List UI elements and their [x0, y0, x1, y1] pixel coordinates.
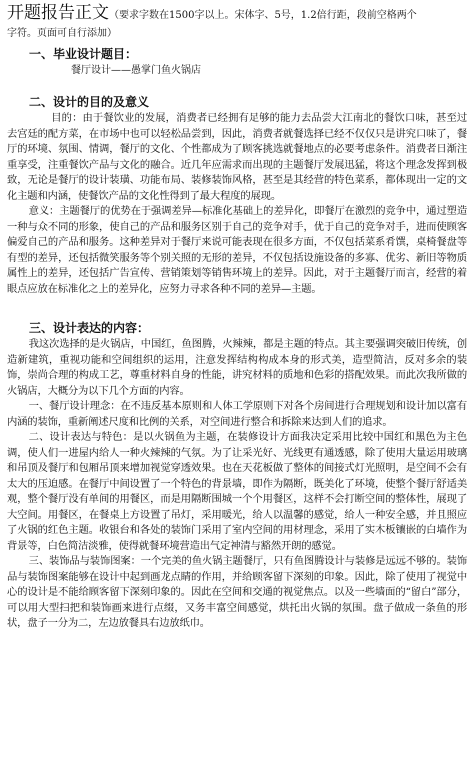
section-heading-topic: 一、毕业设计题目：	[29, 47, 138, 61]
report-title: 开题报告正文	[7, 3, 109, 23]
paragraph-design-features: 二、设计表达与特色：是以火锅鱼为主题，在装修设计方面我决定采用比较中国红和黑色为主色调，使人们一进屋内给人一种火辣辣的气氛。为了让采光好、光线更有通透感，除了使用大量运用玻璃和吊顶及餐厅和包厢吊顶来增加视觉穿透效果。也在天花板做了整体的间接式灯光照明，是空间不会有太大的压迫感。在餐厅中间设置了一个特色的背景墙，即作为隔断，既美化了环境，使整个餐厅舒适美观，整个餐厅没有单间的用餐区，而是用隔断围城一个个用餐区，这样不会打断空间的整体性，展现了大空间。用餐区，在餐桌上方设置了吊灯，采用暖光，给人以温馨的感觉，给人一种安全感，并且照应了火锅的红色主题。收银台和各处的装饰门采用了室内空间的用材理念，采用了实木板镶嵌的白墙作为背景等，白色简洁淡雅，使得就餐环境营造出气定神清与豁然开朗的感觉。	[7, 431, 467, 552]
paragraph-purpose: 目的：由于餐饮业的发展，消费者已经拥有足够的能力去品尝大江南北的餐饮口味，甚至过去宫廷的配方菜，在市场中也可以轻松品尝到，因此，消费者就餐选择已经不仅仅只是讲究口味了，餐厅的环境、氛围、情调，餐厅的文化、个性都成为了顾客挑选就餐地点的必要考虑条件。消费者日渐注重享受，注重餐饮产品与文化的融合。近几年应需求而出现的主题餐厅发展迅猛，将这个理念发挥到极致，无论是餐厅的设计装璜、功能布局、装修装饰风格，甚至是其经营的特色菜系，都体现出一定的文化主题和内涵，使餐饮产品的文化性得到了最大程度的展现。	[7, 112, 467, 202]
thesis-topic: 餐厅设计——愚掌门鱼火锅店	[71, 65, 201, 76]
paragraph-significance: 意义：主题餐厅的优势在于强调差异—标准化基础上的差异化，即餐厅在激烈的竞争中，通过塑造一种与众不同的形象，使自己的产品和服务区别于自己的竞争对手，优于自己的竞争对手，进而使顾客偏爱自己的产品和服务。这种差异对于餐厅来说可能表现在很多方面，不仅包括菜系肴馔，桌椅餐盘等有型的差异，还包括微笑服务等个别关照的无形的差异，不仅包括设施设备的多寡、优劣、新旧等物质属性上的差异，还包括广告宣传、营销策划等销售环境上的差异。因此，对于主题餐厅而言，经营的着眼点应放在标准化之上的差异化，应努力寻求各种不同的差异—主题。	[7, 205, 467, 295]
format-requirement: （要求字数在1500字以上。宋体字、5号，1.2倍行距，段前空格两个	[109, 10, 417, 21]
report-header	[7, 4, 467, 25]
section-heading-content: 三、设计表达的内容：	[29, 321, 150, 335]
section-heading-purpose: 二、设计的目的及意义	[29, 95, 150, 109]
paragraph-decoration: 三、装饰品与装饰图案：一个完美的鱼火锅主题餐厅，只有鱼图腾设计与装修是远远不够的。装饰品与装饰图案能够在设计中起到画龙点睛的作用，并给顾客留下深刻的印象。因此，除了使用了视觉中心的设计是不能给顾客留下深刻印象的。因此在空间和交通的视觉焦点。以及一些墙面的“留白”部分，可以用大型扫把和装饰画来进行点缀，又务丰富空间感觉，烘托出火锅的氛围。盘子做成一条鱼的形状，盘子一分为二，左边放餐具右边放纸巾。	[7, 555, 467, 629]
paragraph-content-intro: 我这次选择的是火锅店，中国红，鱼图腾，火辣辣，都是主题的特点。其主要强调突破旧传统，创造新建筑，重视功能和空间组织的运用，注意发挥结构构成本身的形式美，造型简洁，反对多余的装饰，崇尚合理的构成工艺，尊重材料自身的性能，讲究材料的质地和色彩的搭配效果。而此次我所做的火锅店，大概分为以下几个方面的内容。	[7, 338, 467, 397]
paragraph-design-concept: 一、餐厅设计理念：在不违反基本原则和人体工学原则下对各个房间进行合理规划和设计加以富有内涵的装饰，重新阐述尺度和比例的关系，对空间进行整合和拆除来达到人们的追求。	[7, 400, 467, 428]
format-requirement-continued: 字符。页面可自行添加）	[7, 28, 117, 39]
